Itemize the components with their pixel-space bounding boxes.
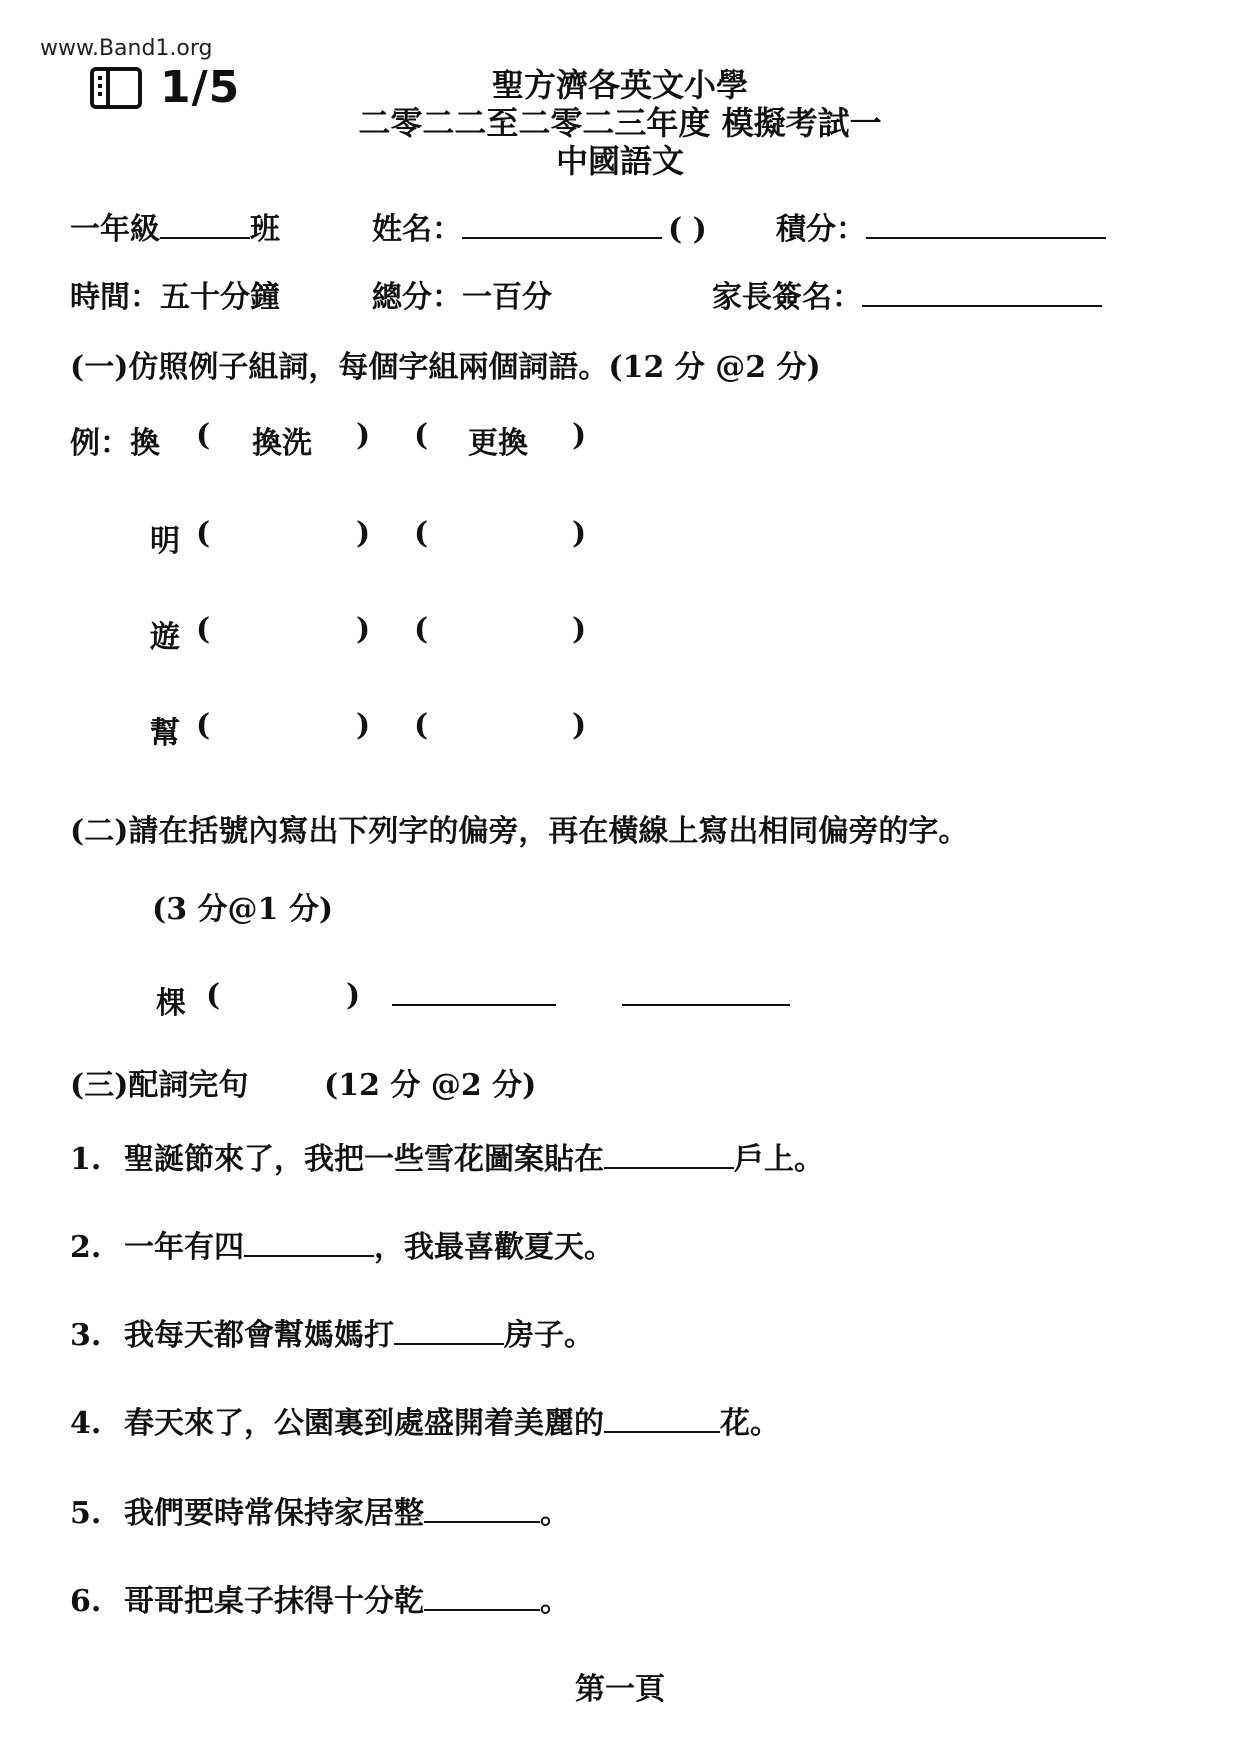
score-label: 積分： — [776, 212, 866, 247]
radical-char: 棵 — [156, 986, 186, 1021]
class-suffix: 班 — [250, 212, 280, 247]
example-open1: ( — [196, 418, 211, 453]
section3-marks: (12 分 @2 分) — [324, 1068, 537, 1103]
signature-row — [712, 272, 1102, 316]
sentence-after: ，我最喜歡夏天。 — [374, 1230, 614, 1265]
sentence-item — [70, 1222, 614, 1266]
sentence-before: 我們要時常保持家居整 — [124, 1496, 424, 1531]
sentence-item — [70, 1398, 780, 1442]
word-answer-box[interactable] — [448, 512, 558, 552]
name-blank[interactable] — [462, 211, 662, 239]
sentence-item — [70, 1576, 570, 1620]
sentence-blank[interactable] — [394, 1317, 504, 1345]
sentence-after: 花。 — [720, 1406, 780, 1441]
signature-blank[interactable] — [862, 279, 1102, 307]
section2-marks: (3 分@1 分) — [152, 892, 334, 927]
radical-open: ( — [206, 978, 221, 1013]
sentence-item — [70, 1488, 570, 1532]
sentence-after: 戶上。 — [734, 1142, 824, 1177]
sentence-before: 一年有四 — [124, 1230, 244, 1265]
class-blank[interactable] — [160, 211, 250, 239]
section1-title: (一)仿照例子組詞，每個字組兩個詞語。(12 分 @2 分) — [70, 350, 821, 385]
radical-close: ) — [346, 978, 361, 1013]
word-blank-open: ( — [414, 516, 429, 551]
example-label: 例： — [70, 426, 130, 461]
sentence-after: 。 — [540, 1496, 570, 1531]
sentence-number: 4. — [70, 1406, 102, 1441]
word-answer-box[interactable] — [230, 608, 340, 648]
example-close1: ) — [356, 418, 371, 453]
word-answer-box[interactable] — [448, 608, 558, 648]
example-char: 換 — [130, 426, 160, 461]
sentence-blank[interactable] — [604, 1405, 720, 1433]
section2-title: (二)請在括號內寫出下列字的偏旁，再在橫線上寫出相同偏旁的字。 — [70, 814, 969, 849]
same-radical-blank-2[interactable] — [622, 1004, 790, 1006]
sentence-after: 。 — [540, 1584, 570, 1619]
grade-label: 一年級 — [70, 212, 160, 247]
sentence-item — [70, 1134, 824, 1178]
same-radical-blank-1[interactable] — [392, 1004, 556, 1006]
page-number: 1/5 — [160, 62, 241, 113]
word-blank-open: ( — [196, 708, 211, 743]
time-label: 時間：五十分鐘 — [70, 280, 280, 315]
example-open2: ( — [414, 418, 429, 453]
word-blank-open: ( — [414, 612, 429, 647]
word-blank-open: ( — [196, 612, 211, 647]
example-word1: 換洗 — [252, 426, 312, 461]
school-name: 聖方濟各英文小學 — [491, 66, 748, 104]
sentence-number: 2. — [70, 1230, 102, 1265]
sentence-number: 5. — [70, 1496, 102, 1531]
sentence-before: 聖誕節來了，我把一些雪花圖案貼在 — [124, 1142, 604, 1177]
site-watermark: www.Band1.org — [40, 36, 213, 61]
word-item-char: 幫 — [150, 716, 180, 751]
word-blank-open: ( — [414, 708, 429, 743]
sentence-blank[interactable] — [424, 1583, 540, 1611]
sentence-number: 1. — [70, 1142, 102, 1177]
name-row — [372, 204, 707, 248]
section3-title: (三)配詞完句 — [70, 1068, 249, 1103]
word-blank-open: ( — [196, 516, 211, 551]
word-blank-close: ) — [356, 612, 371, 647]
grade-row — [70, 204, 280, 248]
sentence-blank[interactable] — [244, 1229, 374, 1257]
sentence-before: 春天來了，公園裏到處盛開着美麗的 — [124, 1406, 604, 1441]
example-row — [70, 418, 160, 462]
signature-label: 家長簽名： — [712, 280, 862, 315]
example-word2: 更換 — [468, 426, 528, 461]
word-blank-close: ) — [572, 612, 587, 647]
sentence-number: 6. — [70, 1584, 102, 1619]
score-row — [776, 204, 1106, 248]
sentence-number: 3. — [70, 1318, 102, 1353]
word-blank-close: ) — [356, 516, 371, 551]
word-blank-close: ) — [572, 708, 587, 743]
word-item-char: 明 — [150, 524, 180, 559]
sentence-before: 我每天都會幫媽媽打 — [124, 1318, 394, 1353]
sentence-blank[interactable] — [424, 1495, 540, 1523]
page-footer: 第一頁 — [575, 1672, 665, 1707]
sentence-after: 房子。 — [504, 1318, 594, 1353]
word-item-char: 遊 — [150, 620, 180, 655]
word-blank-close: ) — [356, 708, 371, 743]
word-answer-box[interactable] — [230, 512, 340, 552]
word-answer-box[interactable] — [230, 704, 340, 744]
sentence-blank[interactable] — [604, 1141, 734, 1169]
class-number-paren[interactable]: ( ) — [668, 212, 707, 247]
exam-title: 二零二二至二零二三年度 模擬考試一 — [358, 104, 882, 142]
score-blank[interactable] — [866, 211, 1106, 239]
example-close2: ) — [572, 418, 587, 453]
subject-title: 中國語文 — [555, 142, 684, 180]
word-blank-close: ) — [572, 516, 587, 551]
total-label: 總分：一百分 — [372, 280, 552, 315]
sentence-item — [70, 1310, 594, 1354]
word-answer-box[interactable] — [448, 704, 558, 744]
radical-answer-box[interactable] — [240, 974, 336, 1014]
name-label: 姓名： — [372, 212, 462, 247]
sentence-before: 哥哥把桌子抹得十分乾 — [124, 1584, 424, 1619]
